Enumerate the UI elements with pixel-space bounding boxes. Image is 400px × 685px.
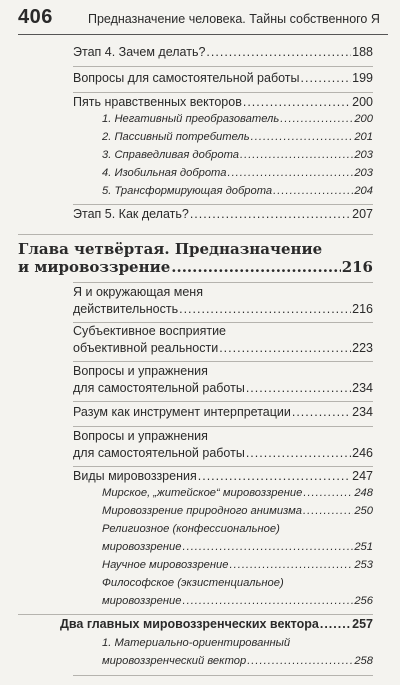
- leader-dots: [182, 595, 353, 607]
- toc-entry-vectors[interactable]: [73, 95, 373, 109]
- toc-entry-reality[interactable]: [73, 302, 373, 316]
- leader-dots: [292, 405, 351, 419]
- toc-subentry[interactable]: [102, 131, 373, 143]
- toc-page-number: 216: [341, 258, 373, 276]
- toc-page-number: 251: [354, 541, 373, 553]
- leader-dots: [303, 487, 353, 499]
- leader-dots: [182, 541, 353, 553]
- leader-dots: [171, 258, 340, 276]
- toc-entry-line1[interactable]: Вопросы и упражнения: [73, 364, 208, 378]
- toc-entry-line1[interactable]: Субъективное восприятие: [73, 324, 226, 338]
- toc-subentry[interactable]: [102, 113, 373, 125]
- toc-page-number: 207: [352, 207, 373, 221]
- toc-subentry-line1[interactable]: 1. Материально-ориентированный: [102, 637, 291, 649]
- toc-page-number: 250: [354, 505, 373, 517]
- toc-entry-title: 5. Трансформирующая доброта: [102, 185, 273, 197]
- toc-entry-line1[interactable]: Я и окружающая меня: [73, 285, 203, 299]
- toc-entry-questions-2[interactable]: [73, 381, 373, 395]
- toc-page-number: 234: [352, 405, 373, 419]
- toc-entry-stage4[interactable]: [73, 45, 373, 59]
- leader-dots: [240, 149, 353, 161]
- toc-entry-title: и мировоззрение: [18, 258, 171, 276]
- toc-entry-title: Научное мировоззрение: [102, 559, 229, 571]
- running-title: Предназначение человека. Тайны собственного Я: [88, 12, 380, 26]
- toc-entry-two-vectors[interactable]: [60, 617, 373, 631]
- toc-entry-title: действительность: [73, 302, 179, 316]
- toc-entry-title: объективной реальности: [73, 341, 219, 355]
- toc-entry-title: Два главных мировоззренческих вектора: [60, 617, 319, 631]
- toc-entry-title: мировоззрение: [102, 595, 182, 607]
- header-rule: [18, 34, 388, 35]
- toc-subentry[interactable]: [102, 505, 373, 517]
- leader-dots: [251, 131, 354, 143]
- toc-entry-title: для самостоятельной работы: [73, 381, 245, 395]
- toc-entry-questions-1[interactable]: [73, 71, 373, 85]
- leader-dots: [227, 167, 353, 179]
- toc-entry-title: 3. Справедливая доброта: [102, 149, 239, 161]
- toc-entry-title: для самостоятельной работы: [73, 446, 245, 460]
- toc-page-number: 246: [352, 446, 373, 460]
- entry-separator: [73, 675, 373, 676]
- entry-separator: [73, 282, 373, 283]
- leader-dots: [246, 381, 351, 395]
- toc-subentry-line1[interactable]: Философское (экзистенциальное): [102, 577, 284, 589]
- toc-subentry[interactable]: [102, 559, 373, 571]
- leader-dots: [230, 559, 354, 571]
- entry-separator: [73, 426, 373, 427]
- toc-page-number: 204: [354, 185, 373, 197]
- toc-entry-title: Этап 5. Как делать?: [73, 207, 189, 221]
- toc-page-number: 199: [352, 71, 373, 85]
- toc-page-number: 200: [352, 95, 373, 109]
- toc-page-number: 258: [354, 655, 373, 667]
- toc-entry-worldviews[interactable]: [73, 469, 373, 483]
- toc-subentry[interactable]: [102, 541, 373, 553]
- leader-dots: [320, 617, 351, 631]
- toc-page-number: 201: [354, 131, 373, 143]
- toc-entry-title: мировоззренческий вектор: [102, 655, 247, 667]
- toc-subentry[interactable]: [102, 185, 373, 197]
- entry-separator: [73, 466, 373, 467]
- entry-separator: [73, 66, 373, 67]
- entry-separator: [73, 361, 373, 362]
- entry-separator: [73, 92, 373, 93]
- leader-dots: [198, 469, 351, 483]
- chapter-heading-line1[interactable]: Глава четвёртая. Предназначение: [18, 240, 323, 258]
- entry-separator: [73, 401, 373, 402]
- toc-page-number: 256: [354, 595, 373, 607]
- toc-entry-title: 2. Пассивный потребитель: [102, 131, 250, 143]
- toc-entry-title: Мировоззрение природного анимизма: [102, 505, 303, 517]
- toc-entry-title: 1. Негативный преобразователь: [102, 113, 280, 125]
- leader-dots: [273, 185, 353, 197]
- toc-page-number: 203: [354, 149, 373, 161]
- toc-page-number: 203: [354, 167, 373, 179]
- leader-dots: [247, 655, 353, 667]
- leader-dots: [219, 341, 351, 355]
- toc-entry-title: Вопросы для самостоятельной работы: [73, 71, 300, 85]
- entry-separator: [73, 322, 373, 323]
- toc-page-number: 257: [352, 617, 373, 631]
- leader-dots: [190, 207, 351, 221]
- toc-entry-title: Разум как инструмент интерпретации: [73, 405, 291, 419]
- toc-subentry-line1[interactable]: Религиозное (конфессиональное): [102, 523, 280, 535]
- toc-page-number: 200: [354, 113, 373, 125]
- toc-page-number: 247: [352, 469, 373, 483]
- toc-subentry[interactable]: [102, 595, 373, 607]
- toc-entry-title: Мирское, „житейское“ мировоззрение: [102, 487, 303, 499]
- toc-page-number: 253: [354, 559, 373, 571]
- toc-entry-questions-3[interactable]: [73, 446, 373, 460]
- page-number: 406: [18, 6, 53, 28]
- toc-entry-title: 4. Изобильная доброта: [102, 167, 227, 179]
- leader-dots: [280, 113, 353, 125]
- entry-separator: [18, 234, 373, 235]
- toc-entry-title: мировоззрение: [102, 541, 182, 553]
- toc-page-number: 248: [354, 487, 373, 499]
- toc-page-number: 216: [352, 302, 373, 316]
- leader-dots: [246, 446, 351, 460]
- leader-dots: [301, 71, 352, 85]
- toc-page-number: 234: [352, 381, 373, 395]
- toc-entry-title: Виды мировоззрения: [73, 469, 197, 483]
- entry-separator: [18, 614, 373, 615]
- toc-entry-title: Пять нравственных векторов: [73, 95, 242, 109]
- leader-dots: [179, 302, 351, 316]
- entry-separator: [73, 204, 373, 205]
- toc-subentry[interactable]: [102, 487, 373, 499]
- leader-dots: [206, 45, 351, 59]
- toc-entry-line1[interactable]: Вопросы и упражнения: [73, 429, 208, 443]
- toc-page-number: 223: [352, 341, 373, 355]
- leader-dots: [303, 505, 353, 517]
- toc-entry-title: Этап 4. Зачем делать?: [73, 45, 206, 59]
- toc-subentry[interactable]: [102, 655, 373, 667]
- leader-dots: [243, 95, 351, 109]
- toc-entry-subjective[interactable]: [73, 341, 373, 355]
- toc-entry-stage5[interactable]: [73, 207, 373, 221]
- toc-page-number: 188: [352, 45, 373, 59]
- toc-entry-mind[interactable]: [73, 405, 373, 419]
- toc-subentry[interactable]: [102, 167, 373, 179]
- toc-entry-chapter4[interactable]: [18, 258, 373, 276]
- toc-subentry[interactable]: [102, 149, 373, 161]
